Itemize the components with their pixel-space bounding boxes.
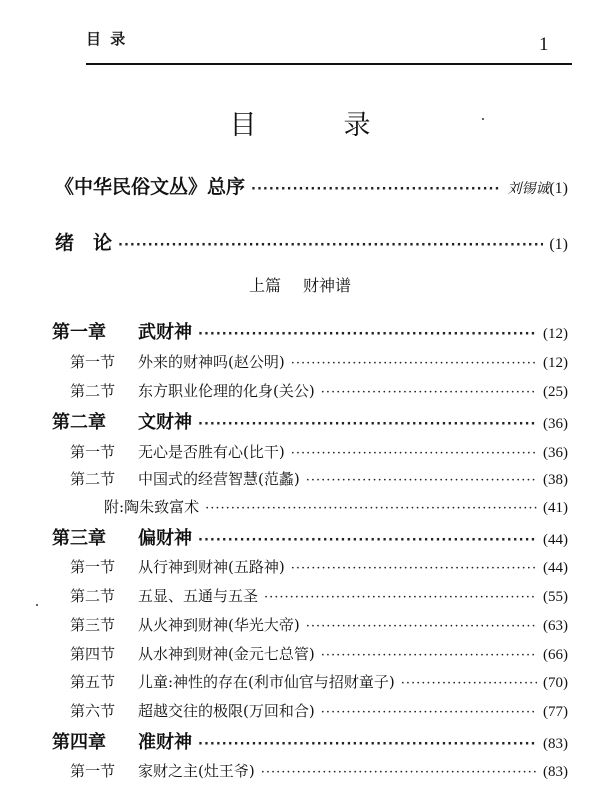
scan-speck bbox=[36, 604, 38, 606]
toc-section-1-2[interactable] bbox=[70, 380, 568, 401]
section-title: 儿童:神性的存在(利市仙官与招财童子) bbox=[138, 673, 395, 691]
toc-chapter-1[interactable] bbox=[52, 318, 568, 344]
section-number: 第六节 bbox=[70, 702, 116, 720]
dot-leader bbox=[321, 705, 537, 720]
chapter-title: 偏财神 bbox=[138, 528, 192, 549]
section-page: (63) bbox=[543, 618, 568, 634]
section-number: 第五节 bbox=[70, 673, 116, 691]
entry-title: 《中华民俗文丛》总序 bbox=[55, 176, 246, 198]
section-page: (36) bbox=[543, 445, 568, 461]
dot-leader bbox=[321, 648, 537, 663]
entry-page: (1) bbox=[549, 180, 568, 197]
toc-section-3-6[interactable] bbox=[70, 700, 568, 721]
dot-leader bbox=[291, 561, 537, 576]
section-number: 第一节 bbox=[70, 353, 116, 371]
section-number: 第二节 bbox=[70, 470, 116, 488]
running-header: 目 录 bbox=[86, 30, 128, 48]
dot-leader bbox=[291, 446, 537, 461]
toc-appendix-2[interactable] bbox=[104, 496, 568, 517]
toc-title: 目 录 bbox=[229, 110, 401, 141]
section-title: 五显、五通与五圣 bbox=[138, 587, 259, 605]
appendix-page: (41) bbox=[543, 500, 568, 516]
toc-section-3-1[interactable] bbox=[70, 556, 568, 577]
toc-section-3-5[interactable] bbox=[70, 671, 568, 692]
chapter-number: 第三章 bbox=[52, 528, 106, 549]
chapter-page: (12) bbox=[543, 326, 568, 342]
chapter-title: 武财神 bbox=[138, 322, 192, 343]
toc-section-4-1[interactable] bbox=[70, 760, 568, 781]
part-label: 上篇 bbox=[248, 276, 281, 295]
section-title: 从火神到财神(华光大帝) bbox=[138, 616, 300, 634]
dot-leader bbox=[306, 473, 537, 488]
entry-author-page bbox=[507, 178, 568, 198]
section-page: (55) bbox=[543, 589, 568, 605]
entry-title: 绪 论 bbox=[55, 232, 113, 254]
dot-leader bbox=[291, 356, 537, 371]
section-number: 第二节 bbox=[70, 587, 116, 605]
toc-chapter-2[interactable] bbox=[52, 408, 568, 434]
part-heading bbox=[0, 273, 600, 296]
section-page: (38) bbox=[543, 472, 568, 488]
chapter-title: 文财神 bbox=[138, 412, 192, 433]
dot-leader bbox=[321, 385, 537, 400]
section-page: (44) bbox=[543, 560, 568, 576]
section-page: (66) bbox=[543, 647, 568, 663]
section-number: 第四节 bbox=[70, 645, 116, 663]
chapter-number: 第二章 bbox=[52, 412, 106, 433]
header-rule bbox=[86, 63, 572, 65]
chapter-page: (83) bbox=[543, 736, 568, 752]
dot-leader bbox=[261, 765, 537, 780]
part-title: 财神谱 bbox=[303, 276, 352, 295]
dot-leader bbox=[198, 533, 537, 548]
appendix-label: 附: bbox=[104, 498, 125, 516]
section-title: 中国式的经营智慧(范蠡) bbox=[138, 470, 300, 488]
section-number: 第三节 bbox=[70, 616, 116, 634]
toc-section-3-3[interactable] bbox=[70, 614, 568, 635]
section-title: 从水神到财神(金元七总管) bbox=[138, 645, 315, 663]
scan-speck bbox=[482, 118, 484, 120]
section-title: 无心是否胜有心(比干) bbox=[138, 443, 285, 461]
dot-leader bbox=[198, 417, 537, 432]
entry-page: (1) bbox=[549, 236, 568, 253]
section-page: (70) bbox=[543, 675, 568, 691]
dot-leader bbox=[264, 590, 537, 605]
toc-section-2-1[interactable] bbox=[70, 441, 568, 462]
entry-page-wrap bbox=[549, 236, 568, 254]
toc-chapter-4[interactable] bbox=[52, 728, 568, 754]
dot-leader bbox=[306, 619, 537, 634]
chapter-number: 第四章 bbox=[52, 732, 106, 753]
chapter-page: (36) bbox=[543, 416, 568, 432]
toc-entry-series-preface[interactable] bbox=[55, 172, 568, 199]
dot-leader bbox=[118, 238, 543, 253]
section-page: (25) bbox=[543, 384, 568, 400]
section-number: 第二节 bbox=[70, 382, 116, 400]
chapter-number: 第一章 bbox=[52, 322, 106, 343]
section-number: 第一节 bbox=[70, 762, 116, 780]
dot-leader bbox=[198, 327, 537, 342]
toc-chapter-3[interactable] bbox=[52, 524, 568, 550]
section-page: (77) bbox=[543, 704, 568, 720]
section-page: (12) bbox=[543, 355, 568, 371]
section-title: 超越交往的极限(万回和合) bbox=[138, 702, 315, 720]
dot-leader bbox=[251, 182, 501, 197]
appendix-title: 陶朱致富术 bbox=[124, 498, 200, 516]
toc-section-2-2[interactable] bbox=[70, 468, 568, 489]
section-title: 外来的财神吗(赵公明) bbox=[138, 353, 285, 371]
section-number: 第一节 bbox=[70, 558, 116, 576]
section-title: 家财之主(灶王爷) bbox=[138, 762, 255, 780]
section-page: (83) bbox=[543, 764, 568, 780]
dot-leader bbox=[198, 737, 537, 752]
chapter-page: (44) bbox=[543, 532, 568, 548]
toc-section-1-1[interactable] bbox=[70, 351, 568, 372]
section-title: 从行神到财神(五路神) bbox=[138, 558, 285, 576]
toc-section-3-4[interactable] bbox=[70, 643, 568, 664]
dot-leader bbox=[205, 501, 537, 516]
section-title: 东方职业伦理的化身(关公) bbox=[138, 382, 315, 400]
toc-entry-introduction[interactable] bbox=[55, 228, 568, 255]
page-number: 1 bbox=[539, 34, 549, 55]
entry-author: 刘锡诚 bbox=[507, 181, 550, 197]
dot-leader bbox=[401, 676, 537, 691]
section-number: 第一节 bbox=[70, 443, 116, 461]
toc-section-3-2[interactable] bbox=[70, 585, 568, 606]
chapter-title: 准财神 bbox=[138, 732, 192, 753]
